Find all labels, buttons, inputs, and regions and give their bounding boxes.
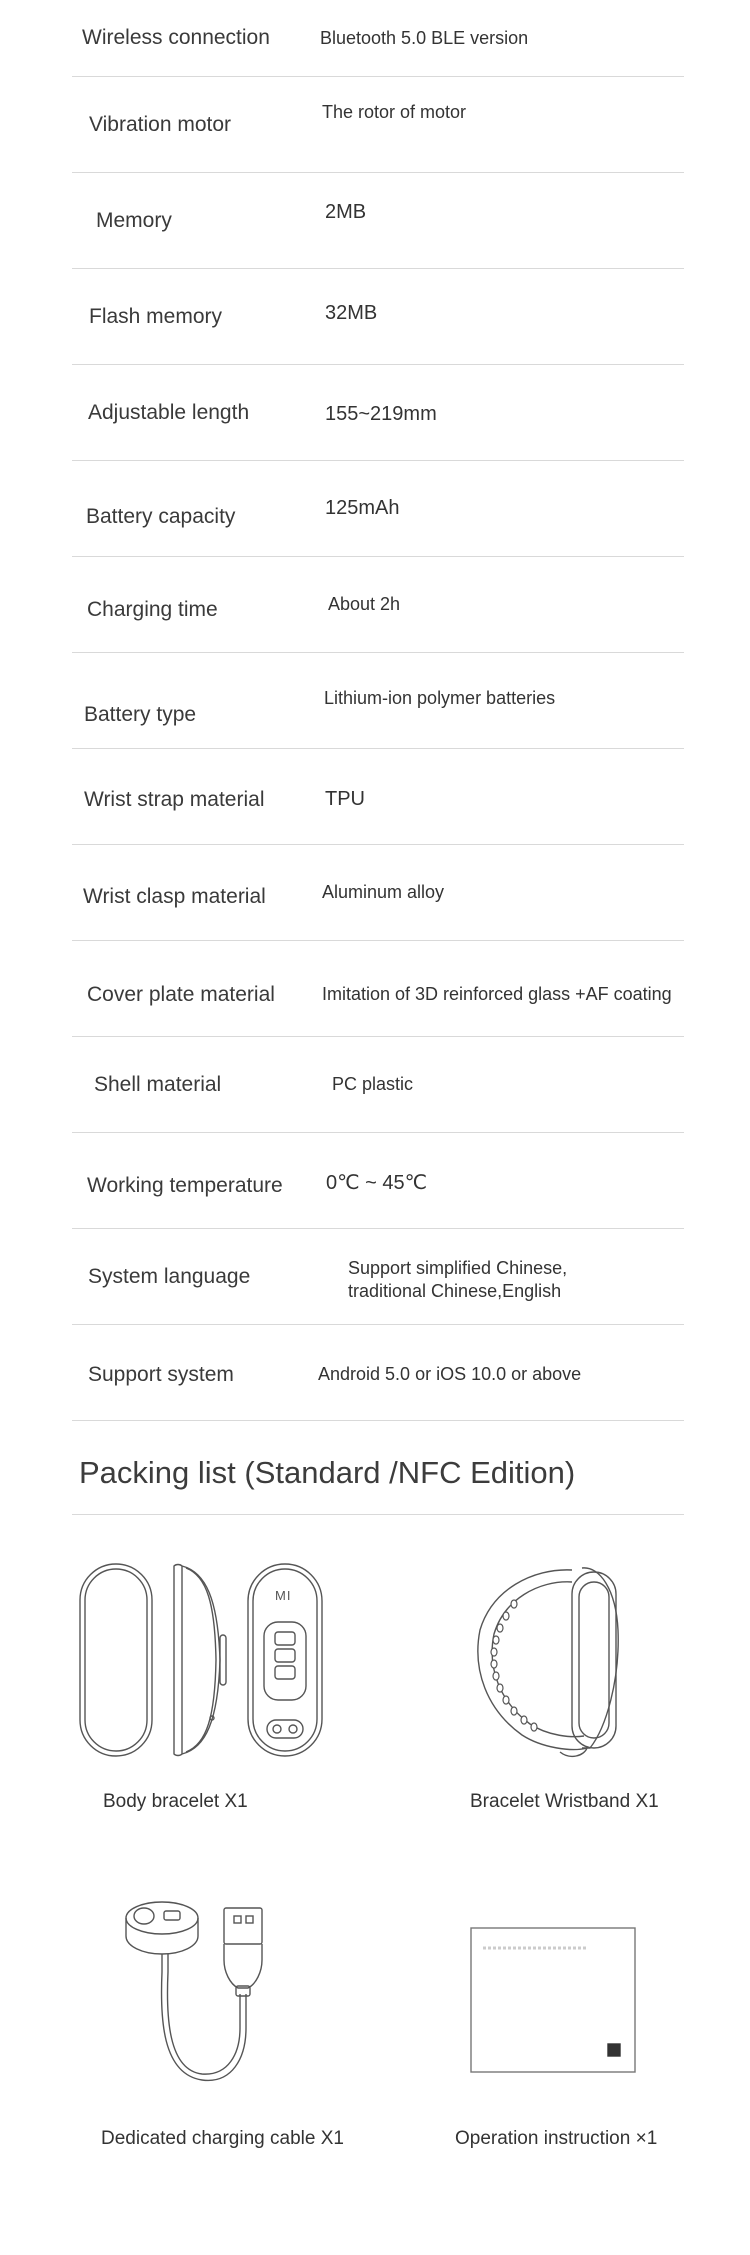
spec-value: The rotor of motor [322,102,467,122]
spec-row [72,1325,684,1421]
spec-value: 155~219mm [325,403,437,425]
spec-label: Vibration motor [89,112,232,136]
spec-value: Bluetooth 5.0 BLE version [320,27,529,48]
spec-row [72,845,684,941]
spec-row [72,653,684,749]
bracelet-body-icon [76,1560,326,1760]
packing-list-title: Packing list (Standard /NFC Edition) [79,1455,576,1490]
spec-label: Battery type [84,702,197,726]
spec-value: Aluminum alloy [322,882,445,902]
spec-value-line: traditional Chinese,English [348,1280,562,1301]
spec-label: Support system [88,1362,234,1386]
item-caption: Bracelet Wristband X1 [470,1791,659,1812]
spec-label: Wrist clasp material [83,884,266,908]
spec-row [72,557,684,653]
spec-label: Wireless connection [82,26,270,49]
spec-label: System language [88,1264,251,1288]
spec-row [72,1133,684,1229]
spec-row [72,1037,684,1133]
spec-value: Lithium-ion polymer batteries [324,688,556,708]
spec-row [72,77,684,173]
item-caption: Dedicated charging cable X1 [101,2128,344,2149]
spec-table [72,0,684,1421]
spec-label: Adjustable length [88,400,250,424]
spec-label: Shell material [94,1072,222,1096]
spec-value: 32MB [325,302,378,324]
spec-row [72,365,684,461]
item-caption: Body bracelet X1 [103,1791,248,1812]
manual-icon [469,1926,637,2074]
spec-value: 2MB [325,201,367,223]
spec-value [348,1232,567,1327]
spec-row [72,173,684,269]
spec-label: Wrist strap material [84,787,265,811]
spec-row [72,1229,684,1325]
mi-logo: MI [275,1588,292,1603]
wristband-icon [472,1560,632,1760]
spec-label: Battery capacity [86,504,236,528]
spec-row [72,749,684,845]
spec-label: Memory [96,208,172,232]
spec-value: 125mAh [325,497,400,519]
spec-value: Imitation of 3D reinforced glass +AF coating [322,984,672,1004]
spec-value-line: Support simplified Chinese, [348,1257,568,1278]
spec-label: Cover plate material [87,982,275,1006]
spec-label: Working temperature [87,1173,283,1197]
divider [72,1514,684,1515]
spec-row [72,941,684,1037]
spec-label: Flash memory [89,304,223,328]
spec-value: About 2h [328,594,401,614]
spec-value: PC plastic [332,1074,414,1094]
item-caption: Operation instruction ×1 [455,2128,658,2149]
charging-cable-icon [122,1898,282,2088]
spec-label: Charging time [87,597,218,621]
spec-value: TPU [325,788,365,810]
spec-row [72,461,684,557]
spec-value: Android 5.0 or iOS 10.0 or above [318,1364,582,1384]
spec-value: 0℃ ~ 45℃ [326,1172,428,1194]
spec-row [72,269,684,365]
